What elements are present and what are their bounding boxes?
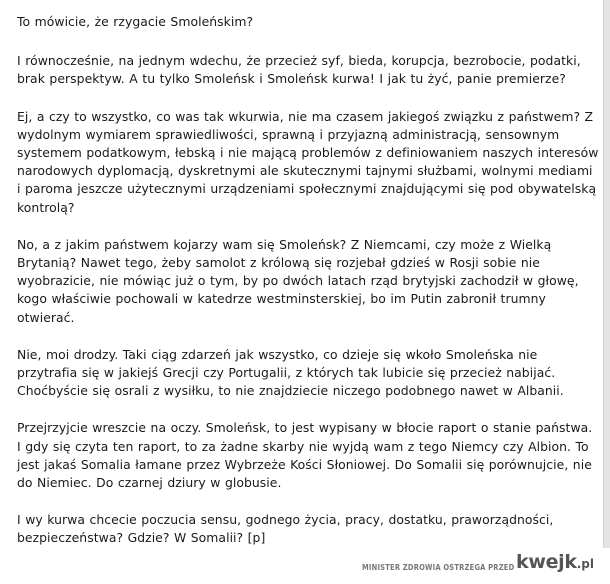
paragraph-5: Nie, moi drodzy. Taki ciąg zdarzeń jak wszystko, co dzieje się wkoło Smoleńska nie przytrafia się w jakiejś Grecji czy Portugalii, z których tak lubicie się przecież nabijać. Choćbyście się osrali z wysiłku, to nie znajdziecie niczego podobnego nawet w Albanii. (17, 346, 564, 399)
logo-main: kwejk (516, 551, 577, 573)
health-warning-text: MINISTER ZDROWIA OSTRZEGA PRZED (362, 563, 515, 572)
logo-tld: .pl (576, 557, 594, 571)
right-border (603, 0, 610, 548)
kwejk-logo[interactable] (516, 551, 594, 573)
post-body (17, 13, 600, 567)
footer (0, 549, 610, 584)
paragraph-3: Ej, a czy to wszystko, co was tak wkurwia, nie ma czasem jakiegoś związku z państwem? Z wydolnym wymiarem sprawiedliwości, sprawną i przyjazną administracją, sensownym systemem podatkowym, łebską i nie mającą problemów z definiowaniem naszych interesów narodowych dyplomacją, dyskretnymi ale skutecznymi tajnymi służbami, wolnymi mediami i paroma jeszcze użytecznymi urządzeniami społecznymi znajdującymi się pod obywatelską kontrolą? (17, 108, 599, 215)
paragraph-2: I równocześnie, na jednym wdechu, że przecież syf, bieda, korupcja, bezrobocie, podatki, brak perspektyw. A tu tylko Smoleńsk i Smoleńsk kurwa! I jak tu żyć, panie premierze? (17, 53, 581, 87)
paragraph-6: Przejrzyjcie wreszcie na oczy. Smoleńsk, to jest wypisany w błocie raport o stanie państwa. I gdy się czyta ten raport, to za żadne skarby nie wyjdą wam z tego Niemcy czy Albion. To jest jakaś Somalia łamane przez Wybrzeże Kości Słoniowej. Do Somalii się porównujcie, nie do Niemiec. Do czarnej dziury w globusie. (17, 420, 593, 491)
paragraph-1: To mówicie, że rzygacie Smoleńskim? (17, 14, 254, 29)
paragraph-4: No, a z jakim państwem kojarzy wam się Smoleńsk? Z Niemcami, czy może z Wielką Brytanią? Nawet tego, żeby samolot z królową się rozjebał gdzieś w Rosji sobie nie wyobrazicie, nie mówiąc już o tym, by po dwóch latach rząd brytyjski zachodził w głowę, kogo właściwie pochowali w katedrze westminsterskiej, bo im Putin zabronił trumny otwierać. (17, 236, 579, 325)
paragraph-7: I wy kurwa chcecie poczucia sensu, godnego życia, pracy, dostatku, praworządności, bezpieczeństwa? Gdzie? W Somalii? [p] (17, 512, 554, 546)
